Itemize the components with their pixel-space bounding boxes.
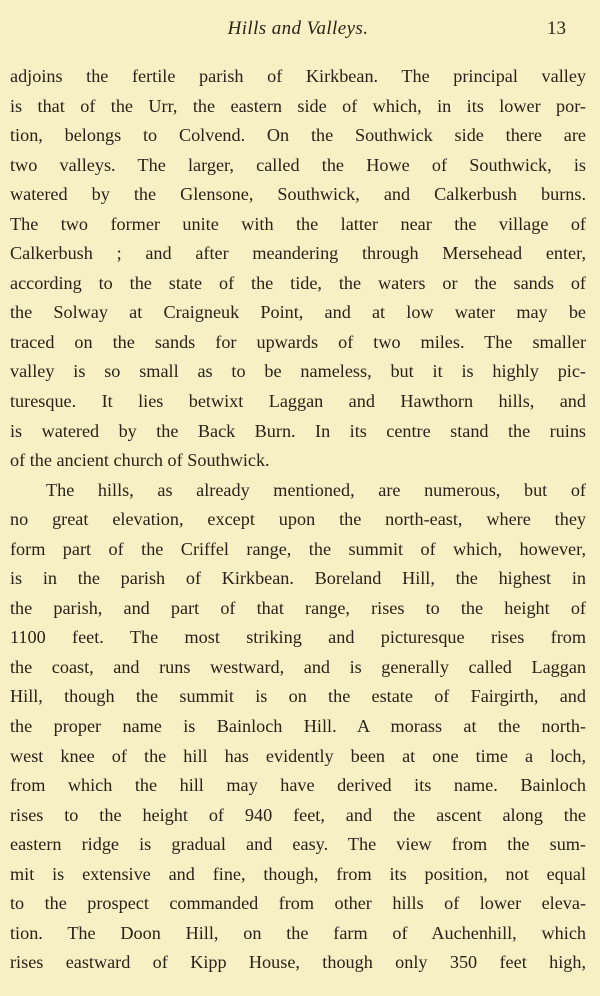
text-line: adjoins the fertile parish of Kirkbean. The principal valley — [10, 66, 586, 86]
paragraph-1 — [10, 62, 586, 476]
text-line: west knee of the hill has evidently been at one time a loch, — [10, 745, 586, 766]
text-line: tion. The Doon Hill, on the farm of Auchenhill, which — [10, 922, 586, 943]
text-line: Hill, though the summit is on the estate of Fairgirth, and — [10, 686, 586, 707]
text-line: traced on the sands for upwards of two miles. The smaller — [10, 331, 586, 352]
text-line: form part of the Criffel range, the summit of which, however, — [10, 538, 586, 559]
text-line: turesque. It lies betwixt Laggan and Hawthorn hills, and — [10, 391, 586, 412]
text-line: rises eastward of Kipp House, though only 350 feet high, — [10, 952, 586, 973]
text-line: the coast, and runs westward, and is generally called Laggan — [10, 656, 586, 677]
text-line: no great elevation, except upon the north-east, where they — [10, 509, 586, 530]
text-line: two valleys. The larger, called the Howe of Southwick, is — [10, 154, 586, 175]
text-line: The two former unite with the latter near the village of — [10, 213, 586, 234]
text-line: watered by the Glensone, Southwick, and Calkerbush burns. — [10, 184, 586, 205]
text-line: of the ancient church of Southwick. — [10, 450, 270, 471]
text-line: mit is extensive and fine, though, from its position, not equal — [10, 863, 586, 884]
running-title: Hills and Valleys. — [227, 18, 369, 39]
text-line: 1100 feet. The most striking and picturesque rises from — [10, 627, 586, 648]
text-line: the Solway at Craigneuk Point, and at low water may be — [10, 302, 586, 323]
paragraph-2 — [10, 476, 586, 978]
text-line: according to the state of the tide, the waters or the sands of — [10, 272, 586, 293]
text-line: eastern ridge is gradual and easy. The view from the sum- — [10, 834, 586, 855]
page-number: 13 — [547, 18, 566, 39]
text-line: is in the parish of Kirkbean. Boreland Hill, the highest in — [10, 568, 586, 589]
text-line: valley is so small as to be nameless, but it is highly pic- — [10, 361, 586, 382]
text-line: rises to the height of 940 feet, and the ascent along the — [10, 804, 586, 825]
running-head — [10, 0, 586, 44]
text-line: from which the hill may have derived its name. Bainloch — [10, 775, 586, 796]
body-text — [10, 62, 586, 978]
text-line: Calkerbush ; and after meandering through Mersehead enter, — [10, 243, 586, 264]
text-line: to the prospect commanded from other hills of lower eleva- — [10, 893, 586, 914]
text-line: is watered by the Back Burn. In its centre stand the ruins — [10, 420, 586, 441]
text-line: the parish, and part of that range, rises to the height of — [10, 597, 586, 618]
text-line: tion, belongs to Colvend. On the Southwick side there are — [10, 125, 586, 146]
text-line: is that of the Urr, the eastern side of which, in its lower por- — [10, 95, 586, 116]
text-line: The hills, as already mentioned, are numerous, but of — [46, 479, 586, 500]
text-line: the proper name is Bainloch Hill. A morass at the north- — [10, 716, 586, 737]
